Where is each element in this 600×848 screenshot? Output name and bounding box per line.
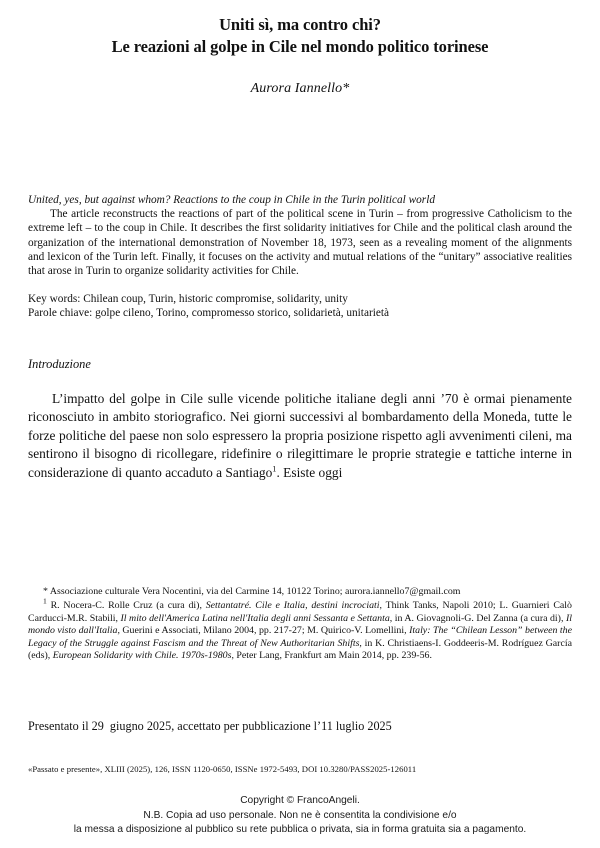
footnote-1-segment-9: European Solidarity with Chile. 1970s-1980s <box>52 650 232 662</box>
footnotes-block <box>28 586 572 662</box>
journal-reference: «Passato e presente», XLIII (2025), 126, ISSN 1120-0650, ISSNe 1972-5493, DOI 10.3280/PASS2025-126011 <box>28 764 417 774</box>
copyright-line-2: N.B. Copia ad uso personale. Non ne è consentita la condivisione e/o <box>143 809 457 821</box>
article-title <box>28 14 572 58</box>
footnote-1-segment-5: Il mondo visto dall'Italia <box>28 612 572 637</box>
abstract-english-title: United, yes, but against whom? Reactions to the coup in Chile in the Turin political world <box>28 194 435 206</box>
keywords-block <box>28 292 572 320</box>
body-paragraph-part2: . Esiste oggi <box>276 465 343 480</box>
footnote-reference-1[interactable]: 1 <box>272 464 277 474</box>
copyright-line-1: Copyright © FrancoAngeli. <box>240 795 360 806</box>
footnote-star <box>28 586 572 598</box>
footnote-1-marker: 1 <box>43 597 47 607</box>
footnote-1-segment-7: Italy: The “Chilean Lesson” between the Legacy of the Struggle against Fascism and the Threat of New Authoritarian Shifts <box>28 625 572 649</box>
body-paragraph <box>28 390 572 483</box>
author-name: Aurora Iannello* <box>250 81 350 96</box>
footnote-1-segment-1: Settantatré. Cile e Italia, destini incrociati <box>205 600 380 612</box>
section-heading-introduzione: Introduzione <box>28 356 91 371</box>
body-paragraph-part1: L’impatto del golpe in Cile sulle vicende politiche italiane degli anni ’70 è ormai pienamente riconosciuto in ambito storiografico. Nei giorni successivi al bombardamento della Moneda, tutte le forze politiche del paese non solo espressero la propria posizione rispetto agli avvenimenti cileni, ma sentirono il bisogno di ricollegare, ridefinire o rilegittimare le proprie strategie e tattiche interne in considerazione di quanto accaduto a Santiago <box>28 390 572 480</box>
submission-dates: Presentato il 29 giugno 2025, accettato per pubblicazione l’11 luglio 2025 <box>28 719 392 733</box>
footnote-1-segment-6: , Guerini e Associati, Milano 2004, pp. 217-27; M. Quirico-V. Lomellini, <box>117 625 410 637</box>
footnote-1-segment-0: R. Nocera-C. Rolle Cruz (a cura di), <box>50 600 206 612</box>
copyright-footer <box>0 794 600 838</box>
title-line-1: Uniti sì, ma contro chi? <box>219 15 381 34</box>
footnote-1-text <box>28 600 572 661</box>
footnote-1 <box>28 597 572 662</box>
footnote-1-segment-3: Il mito dell'America Latina nell'Italia degli anni Sessanta e Settanta <box>120 612 390 624</box>
keywords-english: Key words: Chilean coup, Turin, historic compromise, solidarity, unity <box>28 293 348 306</box>
footnote-1-segment-2: , Think Tanks, Napoli 2010; L. Guarnieri Calò Carducci-M.R. Stabili, <box>28 600 572 624</box>
footnote-star-text: Associazione culturale Vera Nocentini, via del Carmine 14, 10122 Torino; aurora.iannello7@gmail.com <box>49 586 461 597</box>
footnote-star-marker: * <box>43 586 48 597</box>
abstract-section <box>28 193 572 321</box>
copyright-line-3: la messa a disposizione al pubblico su rete pubblica o privata, sia in forma gratuita sia a pagamento. <box>73 824 527 836</box>
footnote-1-segment-10: , Peter Lang, Frankfurt am Main 2014, pp. 239-56. <box>231 650 432 662</box>
title-line-2: Le reazioni al golpe in Cile nel mondo politico torinese <box>111 37 489 56</box>
keywords-italian: Parole chiave: golpe cileno, Torino, compromesso storico, solidarietà, unitarietà <box>28 307 390 320</box>
footnote-1-segment-8: , in K. Christiaens-I. Goddeeris-M. Rodríguez García (eds), <box>28 637 572 662</box>
footnote-1-segment-4: , in A. Giovagnoli-G. Del Zanna (a cura di), <box>389 612 566 624</box>
abstract-text: The article reconstructs the reactions of part of the political scene in Turin – from progressive Catholicism to the extreme left – to the coup in Chile. It describes the first solidarity initiatives for Chile and the political clash around the organization of the international demonstration of November 18, 1973, seen as a revealing moment of the alignments and lexicon of the Turin left. Finally, it focuses on the activity and mutual relations of the “unitary” associative realities that arose in Turin to organize solidarity activities for Chile. <box>28 208 572 278</box>
